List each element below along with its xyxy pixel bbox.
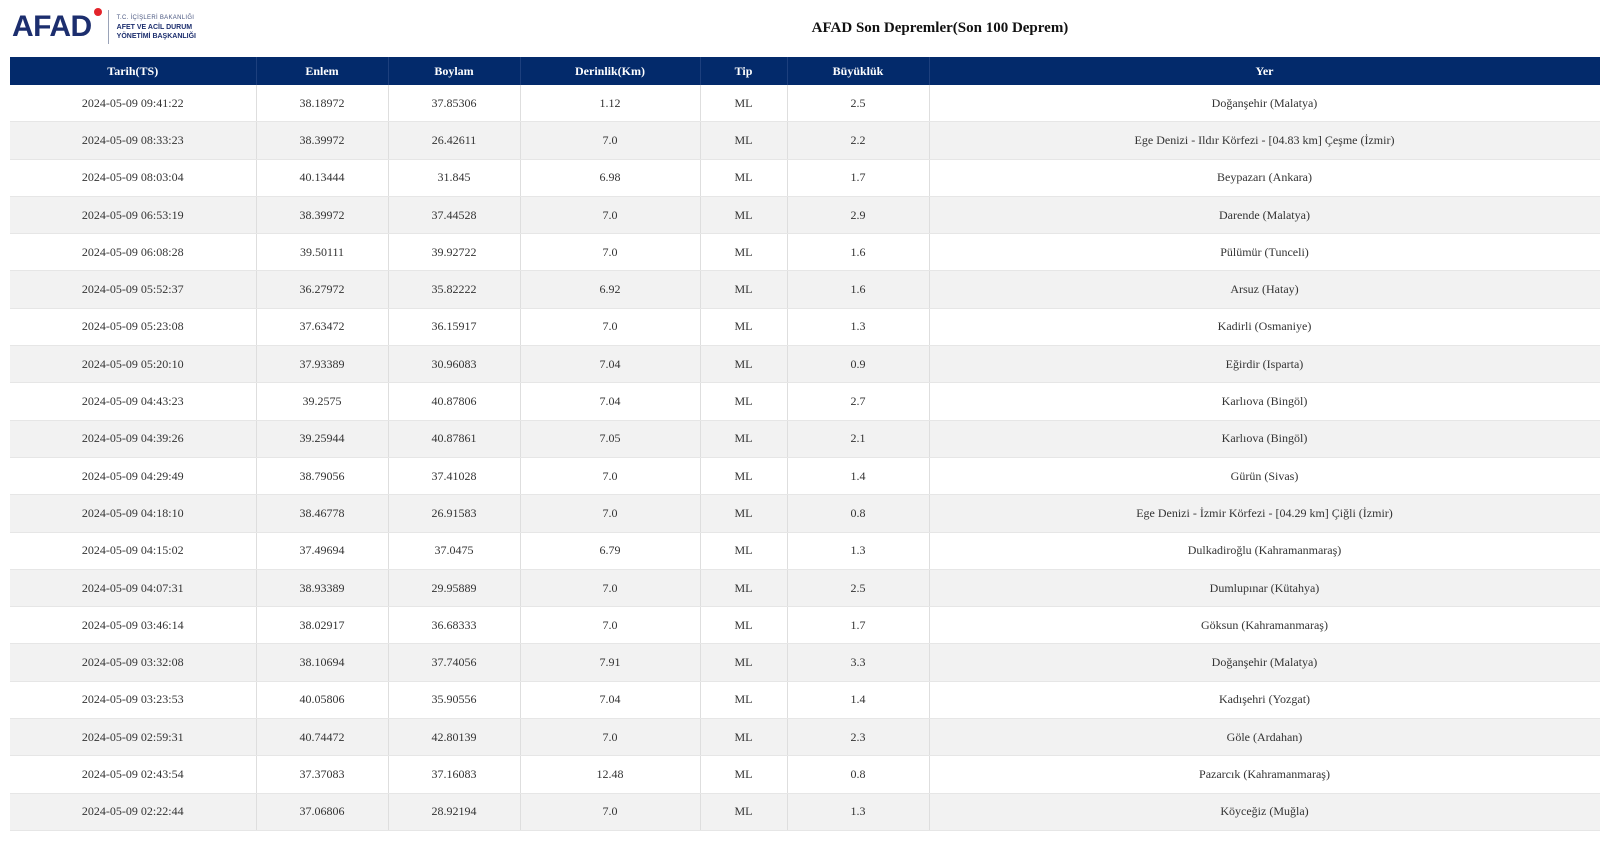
latitude-cell: 39.50111 — [256, 234, 388, 271]
date-cell: 2024-05-09 03:23:53 — [10, 681, 256, 718]
type-cell: ML — [700, 234, 787, 271]
latitude-cell: 38.93389 — [256, 569, 388, 606]
type-column-header[interactable]: Tip — [700, 57, 787, 85]
table-row[interactable] — [10, 122, 1600, 159]
longitude-cell: 31.845 — [388, 159, 520, 196]
date-cell: 2024-05-09 04:29:49 — [10, 457, 256, 494]
magnitude-cell: 2.3 — [787, 719, 929, 756]
date-cell: 2024-05-09 05:23:08 — [10, 308, 256, 345]
depth-cell: 7.0 — [520, 457, 700, 494]
location-column-header[interactable]: Yer — [929, 57, 1600, 85]
latitude-cell: 38.39972 — [256, 122, 388, 159]
type-cell: ML — [700, 308, 787, 345]
magnitude-cell: 1.4 — [787, 457, 929, 494]
type-cell: ML — [700, 569, 787, 606]
location-cell: Doğanşehir (Malatya) — [929, 644, 1600, 681]
magnitude-column-header[interactable]: Büyüklük — [787, 57, 929, 85]
longitude-cell: 26.42611 — [388, 122, 520, 159]
table-row[interactable] — [10, 569, 1600, 606]
latitude-cell: 38.39972 — [256, 196, 388, 233]
longitude-cell: 35.90556 — [388, 681, 520, 718]
table-row[interactable] — [10, 607, 1600, 644]
earthquake-table-container — [10, 57, 1600, 847]
depth-cell: 6.98 — [520, 159, 700, 196]
location-cell: Karlıova (Bingöl) — [929, 420, 1600, 457]
depth-cell: 7.04 — [520, 346, 700, 383]
table-row[interactable] — [10, 85, 1600, 122]
date-cell: 2024-05-09 09:41:22 — [10, 85, 256, 122]
depth-cell: 7.0 — [520, 569, 700, 606]
type-cell: ML — [700, 159, 787, 196]
magnitude-cell: 1.7 — [787, 607, 929, 644]
logo-subtitle — [117, 14, 196, 41]
magnitude-cell: 1.3 — [787, 308, 929, 345]
longitude-cell: 28.92194 — [388, 793, 520, 830]
page-header — [0, 0, 1600, 58]
longitude-cell: 36.68333 — [388, 607, 520, 644]
magnitude-cell: 1.7 — [787, 159, 929, 196]
table-row[interactable] — [10, 420, 1600, 457]
table-row[interactable] — [10, 495, 1600, 532]
latitude-cell: 40.74472 — [256, 719, 388, 756]
longitude-cell: 37.44528 — [388, 196, 520, 233]
type-cell: ML — [700, 85, 787, 122]
table-row[interactable] — [10, 196, 1600, 233]
location-cell: Beypazarı (Ankara) — [929, 159, 1600, 196]
logo-text: AFAD — [12, 10, 92, 43]
type-cell: ML — [700, 383, 787, 420]
date-cell: 2024-05-09 03:46:14 — [10, 607, 256, 644]
longitude-cell: 37.0475 — [388, 532, 520, 569]
latitude-cell: 37.93389 — [256, 346, 388, 383]
date-cell: 2024-05-09 05:20:10 — [10, 346, 256, 383]
location-cell: Kadirli (Osmaniye) — [929, 308, 1600, 345]
location-cell: Pazarcık (Kahramanmaraş) — [929, 756, 1600, 793]
location-cell: Ege Denizi - İzmir Körfezi - [04.29 km] Çiğli (İzmir) — [929, 495, 1600, 532]
type-cell: ML — [700, 532, 787, 569]
location-cell: Karlıova (Bingöl) — [929, 383, 1600, 420]
location-cell: Gürün (Sivas) — [929, 457, 1600, 494]
table-row[interactable] — [10, 644, 1600, 681]
location-cell: Dumlupınar (Kütahya) — [929, 569, 1600, 606]
date-cell: 2024-05-09 03:32:08 — [10, 644, 256, 681]
longitude-cell: 26.91583 — [388, 495, 520, 532]
logo-ministry-line: T.C. İÇİŞLERİ BAKANLIĞI — [116, 14, 195, 21]
latitude-cell: 39.2575 — [256, 383, 388, 420]
magnitude-cell: 0.9 — [787, 346, 929, 383]
longitude-cell: 40.87861 — [388, 420, 520, 457]
magnitude-cell: 2.7 — [787, 383, 929, 420]
type-cell: ML — [700, 457, 787, 494]
location-cell: Darende (Malatya) — [929, 196, 1600, 233]
logo-agency-line-1: AFET VE ACİL DURUM — [116, 23, 193, 31]
latitude-cell: 39.25944 — [256, 420, 388, 457]
earthquake-table — [10, 57, 1600, 831]
type-cell: ML — [700, 756, 787, 793]
date-cell: 2024-05-09 05:52:37 — [10, 271, 256, 308]
location-cell: Pülümür (Tunceli) — [929, 234, 1600, 271]
type-cell: ML — [700, 196, 787, 233]
type-cell: ML — [700, 607, 787, 644]
depth-column-header[interactable]: Derinlik(Km) — [520, 57, 700, 85]
depth-cell: 7.05 — [520, 420, 700, 457]
depth-cell: 7.04 — [520, 681, 700, 718]
latitude-cell: 38.46778 — [256, 495, 388, 532]
table-row[interactable] — [10, 234, 1600, 271]
longitude-cell: 42.80139 — [388, 719, 520, 756]
type-cell: ML — [700, 122, 787, 159]
longitude-cell: 35.82222 — [388, 271, 520, 308]
latitude-cell: 38.79056 — [256, 457, 388, 494]
date-column-header[interactable]: Tarih(TS) — [10, 57, 256, 85]
depth-cell: 7.0 — [520, 308, 700, 345]
type-cell: ML — [700, 495, 787, 532]
location-cell: Dulkadiroğlu (Kahramanmaraş) — [929, 532, 1600, 569]
date-cell: 2024-05-09 04:39:26 — [10, 420, 256, 457]
longitude-cell: 37.74056 — [388, 644, 520, 681]
latitude-cell: 37.49694 — [256, 532, 388, 569]
longitude-column-header[interactable]: Boylam — [388, 57, 520, 85]
date-cell: 2024-05-09 04:15:02 — [10, 532, 256, 569]
magnitude-cell: 2.5 — [787, 569, 929, 606]
date-cell: 2024-05-09 04:18:10 — [10, 495, 256, 532]
longitude-cell: 30.96083 — [388, 346, 520, 383]
type-cell: ML — [700, 346, 787, 383]
depth-cell: 7.0 — [520, 234, 700, 271]
type-cell: ML — [700, 793, 787, 830]
latitude-cell: 40.13444 — [256, 159, 388, 196]
latitude-cell: 36.27972 — [256, 271, 388, 308]
magnitude-cell: 1.6 — [787, 234, 929, 271]
type-cell: ML — [700, 719, 787, 756]
location-cell: Göksun (Kahramanmaraş) — [929, 607, 1600, 644]
table-row[interactable] — [10, 457, 1600, 494]
date-cell: 2024-05-09 04:43:23 — [10, 383, 256, 420]
depth-cell: 12.48 — [520, 756, 700, 793]
location-cell: Kadışehri (Yozgat) — [929, 681, 1600, 718]
magnitude-cell: 2.1 — [787, 420, 929, 457]
type-cell: ML — [700, 271, 787, 308]
date-cell: 2024-05-09 02:43:54 — [10, 756, 256, 793]
longitude-cell: 37.16083 — [388, 756, 520, 793]
date-cell: 2024-05-09 02:22:44 — [10, 793, 256, 830]
location-cell: Ege Denizi - Ildır Körfezi - [04.83 km] Çeşme (İzmir) — [929, 122, 1600, 159]
table-header-row — [10, 57, 1600, 85]
longitude-cell: 29.95889 — [388, 569, 520, 606]
table-row[interactable] — [10, 383, 1600, 420]
location-cell: Doğanşehir (Malatya) — [929, 85, 1600, 122]
table-row[interactable] — [10, 532, 1600, 569]
logo-agency-line-2: YÖNETİMİ BAŞKANLIĞI — [116, 32, 197, 40]
location-cell: Göle (Ardahan) — [929, 719, 1600, 756]
date-cell: 2024-05-09 06:08:28 — [10, 234, 256, 271]
date-cell: 2024-05-09 06:53:19 — [10, 196, 256, 233]
location-cell: Köyceğiz (Muğla) — [929, 793, 1600, 830]
table-row[interactable] — [10, 681, 1600, 718]
depth-cell: 7.0 — [520, 495, 700, 532]
latitude-cell: 38.10694 — [256, 644, 388, 681]
longitude-cell: 37.41028 — [388, 457, 520, 494]
table-row[interactable] — [10, 719, 1600, 756]
table-body — [10, 85, 1600, 830]
type-cell: ML — [700, 681, 787, 718]
depth-cell: 7.04 — [520, 383, 700, 420]
longitude-cell: 39.92722 — [388, 234, 520, 271]
location-cell: Eğirdir (Isparta) — [929, 346, 1600, 383]
depth-cell: 7.0 — [520, 719, 700, 756]
latitude-cell: 40.05806 — [256, 681, 388, 718]
magnitude-cell: 1.3 — [787, 532, 929, 569]
latitude-cell: 37.37083 — [256, 756, 388, 793]
latitude-cell: 38.18972 — [256, 85, 388, 122]
table-row[interactable] — [10, 346, 1600, 383]
logo-divider — [108, 10, 109, 44]
magnitude-cell: 2.9 — [787, 196, 929, 233]
afad-logo[interactable] — [12, 10, 196, 44]
date-cell: 2024-05-09 04:07:31 — [10, 569, 256, 606]
depth-cell: 1.12 — [520, 85, 700, 122]
longitude-cell: 40.87806 — [388, 383, 520, 420]
depth-cell: 6.92 — [520, 271, 700, 308]
longitude-cell: 36.15917 — [388, 308, 520, 345]
table-row[interactable] — [10, 793, 1600, 830]
magnitude-cell: 1.6 — [787, 271, 929, 308]
depth-cell: 7.0 — [520, 196, 700, 233]
type-cell: ML — [700, 420, 787, 457]
location-cell: Arsuz (Hatay) — [929, 271, 1600, 308]
magnitude-cell: 0.8 — [787, 756, 929, 793]
table-row[interactable] — [10, 756, 1600, 793]
depth-cell: 6.79 — [520, 532, 700, 569]
logo-wordmark — [12, 10, 92, 44]
magnitude-cell: 2.5 — [787, 85, 929, 122]
longitude-cell: 37.85306 — [388, 85, 520, 122]
latitude-cell: 38.02917 — [256, 607, 388, 644]
table-row[interactable] — [10, 308, 1600, 345]
table-row[interactable] — [10, 159, 1600, 196]
magnitude-cell: 0.8 — [787, 495, 929, 532]
magnitude-cell: 3.3 — [787, 644, 929, 681]
depth-cell: 7.0 — [520, 607, 700, 644]
page-title: AFAD Son Depremler(Son 100 Deprem) — [811, 20, 1069, 36]
logo-red-dot-icon — [94, 8, 102, 16]
depth-cell: 7.91 — [520, 644, 700, 681]
date-cell: 2024-05-09 08:03:04 — [10, 159, 256, 196]
magnitude-cell: 2.2 — [787, 122, 929, 159]
date-cell: 2024-05-09 08:33:23 — [10, 122, 256, 159]
magnitude-cell: 1.3 — [787, 793, 929, 830]
type-cell: ML — [700, 644, 787, 681]
date-cell: 2024-05-09 02:59:31 — [10, 719, 256, 756]
depth-cell: 7.0 — [520, 122, 700, 159]
latitude-column-header[interactable]: Enlem — [256, 57, 388, 85]
table-row[interactable] — [10, 271, 1600, 308]
latitude-cell: 37.63472 — [256, 308, 388, 345]
latitude-cell: 37.06806 — [256, 793, 388, 830]
depth-cell: 7.0 — [520, 793, 700, 830]
magnitude-cell: 1.4 — [787, 681, 929, 718]
